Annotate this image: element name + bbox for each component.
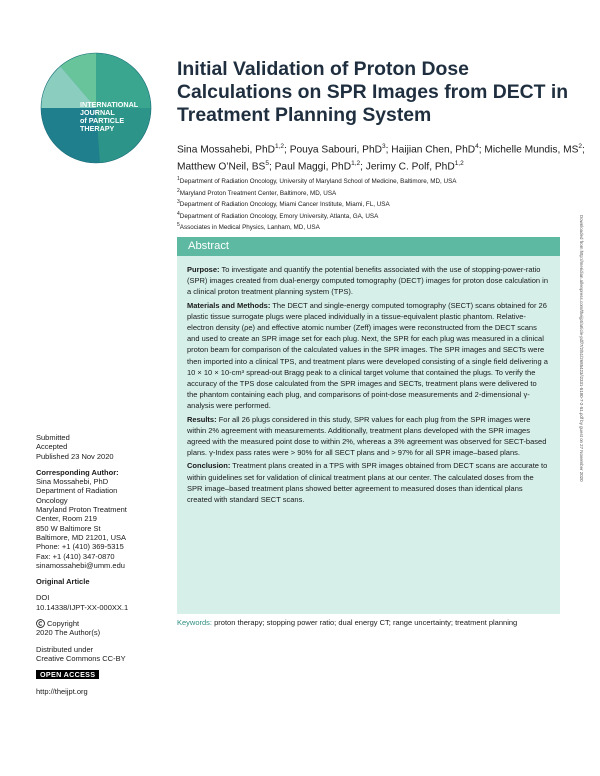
affiliation-number: 3	[177, 199, 180, 205]
results-text: For all 26 plugs considered in this study, SPR values for each plug from the SPR images were within 2% agreement with measurements. Additionally, treatment plans developed with the SPR images agreed with the measured point dose to within 2%, whereas a 3% agreement was observed for SECT-based plans. γ-Index pass rates were > 90% for all SECT plans and > 97% for all SPR image–based plans.	[187, 414, 547, 458]
corr-line: Baltimore, MD 21201, USA	[36, 532, 127, 542]
corr-line: Oncology	[36, 495, 68, 505]
article-title: Initial Validation of Proton Dose Calculations on SPR Images from DECT in Treatment Planning System	[177, 58, 569, 126]
corr-line: 850 W Baltimore St	[36, 523, 101, 533]
open-access-block	[36, 670, 166, 679]
affiliation-text: Department of Radiation Oncology, University of Maryland School of Medicine, Baltimore, MD, USA	[179, 178, 457, 186]
keywords-text: proton therapy; stopping power ratio; dual energy CT; range uncertainty; treatment planning	[214, 618, 518, 627]
affiliation-text: Associates in Medical Physics, Lanham, MD, USA	[179, 224, 320, 232]
journal-logo	[40, 52, 152, 164]
author-separator: ;	[360, 161, 366, 173]
purpose-label: Purpose:	[187, 265, 220, 274]
author-separator: ;	[284, 144, 290, 156]
copyright-label: Copyright	[47, 619, 80, 629]
submitted-label: Submitted	[36, 433, 70, 442]
abstract-methods	[187, 300, 549, 412]
author-name: Michelle Mundis, MS	[484, 144, 579, 156]
affiliation-number: 5	[177, 222, 180, 228]
author-separator: ;	[478, 144, 485, 156]
author-affiliation-mark: 1,2	[454, 160, 464, 168]
keywords	[177, 617, 562, 628]
author-affiliation-mark: 1,2	[351, 160, 361, 168]
article-type: Original Article	[36, 577, 90, 587]
logo-emblem-icon	[40, 52, 152, 164]
dates-block	[36, 433, 166, 461]
author-list	[177, 140, 587, 175]
open-access-badge: OPEN ACCESS	[36, 670, 99, 679]
purpose-text: To investigate and quantify the potential benefits associated with the use of stopping-power-ratio (SPR) images created from dual-energy computed tomography (DECT) images for proton dose calculation in a clinical proton treatment planning system (TPS).	[187, 265, 548, 297]
corresponding-author-block	[36, 468, 166, 570]
corresponding-author-heading: Corresponding Author:	[36, 467, 119, 477]
abstract-body	[177, 256, 560, 505]
journal-url-link[interactable]: http://theijpt.org	[36, 686, 88, 696]
license-block	[36, 645, 166, 664]
corr-line: Department of Radiation	[36, 486, 118, 496]
author-name: Jerimy C. Polf, PhD	[365, 161, 455, 173]
author-affiliation-mark: 2	[578, 143, 583, 150]
author-name: Paul Maggi, PhD	[274, 161, 352, 173]
license-text: Creative Commons CC-BY	[36, 653, 126, 663]
accepted-label: Accepted	[36, 442, 68, 452]
published-date: Published 23 Nov 2020	[36, 451, 114, 461]
doi-link[interactable]: 10.14338/IJPT-XX-000XX.1	[36, 602, 129, 612]
author-separator: ;	[268, 161, 275, 173]
author-name: Haijian Chen, PhD	[391, 144, 476, 156]
author-separator: ;	[582, 144, 585, 156]
affiliation-list	[177, 175, 577, 233]
copyright-block	[36, 619, 166, 638]
affiliation-number: 2	[177, 187, 180, 194]
abstract-conclusion	[187, 460, 549, 505]
affiliation-text: Maryland Proton Treatment Center, Baltimore, MD, USA	[179, 189, 337, 197]
abstract-box	[177, 237, 560, 614]
author-affiliation-mark: 4	[475, 143, 479, 150]
affiliation-item	[177, 210, 577, 222]
logo-line-4: THERAPY	[80, 124, 115, 133]
distributed-label: Distributed under	[36, 644, 94, 654]
corr-phone: Phone: +1 (410) 369-5315	[36, 542, 124, 552]
download-side-note	[577, 215, 587, 575]
doi-block	[36, 593, 166, 612]
corr-line: Sina Mossahebi, PhD	[36, 477, 109, 487]
logo-line-3: of PARTICLE	[80, 116, 125, 125]
download-note-text: Downloaded from http://meridian.allenpress.com/theijpt/article-pdf/7/2/51/2685423/i2331-5180-7-2-51.pdf by guest on 27 November 2020	[579, 215, 584, 482]
copyright-icon	[36, 619, 45, 628]
abstract-heading: Abstract	[177, 237, 560, 256]
affiliation-item	[177, 187, 577, 199]
logo-line-2: JOURNAL	[80, 108, 115, 117]
author-name: Sina Mossahebi, PhD	[177, 144, 275, 156]
author-separator: ;	[385, 144, 392, 156]
affiliation-number: 1	[177, 176, 180, 182]
author-affiliation-mark: 5	[265, 160, 269, 168]
affiliation-item	[177, 198, 577, 210]
affiliation-text: Department of Radiation Oncology, Emory University, Atlanta, GA, USA	[179, 212, 379, 220]
article-info-column	[36, 433, 166, 703]
abstract-purpose	[187, 264, 549, 298]
abstract-results	[187, 414, 549, 459]
corr-email-link[interactable]: sinamossahebi@umm.edu	[36, 560, 125, 570]
methods-label: Materials and Methods:	[187, 300, 271, 310]
affiliation-item	[177, 221, 577, 233]
methods-text: The DECT and single-energy computed tomography (SECT) scans obtained for 26 plastic tissue surrogate plugs were placed individually in a tissue-equivalent plastic phantom. Relative-electron density (ρe) and effective atomic number (Zeff) images were reconstructed from the DECT scans and used to create an SPR image set for each plug. Next, the SPR for each plug was measured in a clinical proton beam for comparison of the calculated values in the SPR images. The SPR images and SECTs were then imported into a clinical TPS, and treatment plans were developed consisting of a single field delivering a 10 × 10 × 10-cm³ spread-out Bragg peak to a clinical target volume that contained the plugs. To verify the accuracy of the TPS dose calculated from the SPR images and SECTs, treatment plans were delivered to the phantom containing each plug, and comparisons of point-dose measurements and 2-dimensional γ-analysis were performed.	[187, 300, 548, 411]
affiliation-text: Department of Radiation Oncology, Miami Cancer Institute, Miami, FL, USA	[179, 201, 390, 209]
author-affiliation-mark: 3	[382, 143, 386, 150]
affiliation-item	[177, 175, 577, 187]
results-label: Results:	[187, 414, 217, 424]
corr-fax: Fax: +1 (410) 347-0870	[36, 551, 115, 561]
corr-line: Center, Room 219	[36, 514, 97, 524]
journal-url-block	[36, 687, 166, 696]
conclusion-text: Treatment plans created in a TPS with SPR images obtained from DECT scans are accurate to within guidelines set for validation of clinical treatment plans at our center. The calculated doses from the SPR image–based treatment plans showed better agreement to measured doses than identical plans created with standard SECT scans.	[187, 461, 548, 505]
doi-label: DOI	[36, 593, 50, 603]
author-name: Pouya Sabouri, PhD	[289, 144, 382, 156]
author-affiliation-mark: 1,2	[274, 143, 285, 150]
copyright-row	[36, 619, 166, 628]
corr-line: Maryland Proton Treatment	[36, 505, 127, 515]
copyright-year: 2020 The Author(s)	[36, 628, 101, 638]
article-type-block	[36, 577, 166, 586]
affiliation-number: 4	[177, 210, 180, 217]
keywords-label: Keywords:	[177, 618, 213, 627]
conclusion-label: Conclusion:	[187, 461, 231, 471]
logo-line-1: INTERNATIONAL	[80, 100, 139, 109]
author-name: Matthew O’Neil, BS	[177, 161, 266, 173]
